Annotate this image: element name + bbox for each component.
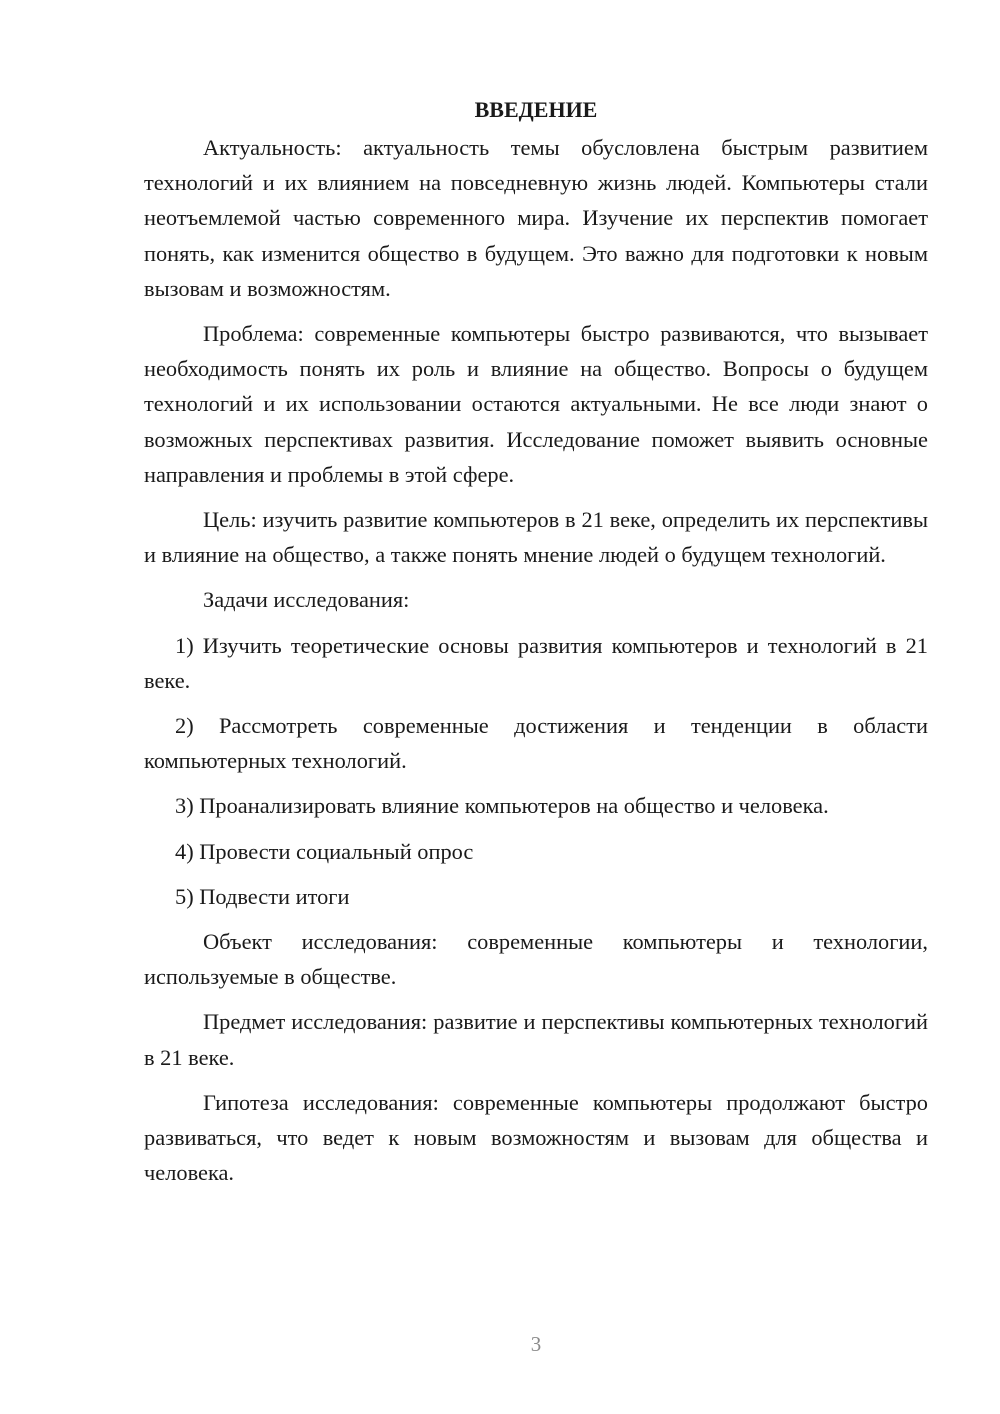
task-item-1: 1) Изучить теоретические основы развития компьютеров и технологий в 21 веке. — [144, 632, 928, 693]
task-item-2: 2) Рассмотреть современные достижения и тенденции в области компьютерных технологий. — [144, 713, 928, 774]
paragraph-subject: Предмет исследования: развитие и перспективы компьютерных технологий в 21 веке. — [144, 1009, 928, 1070]
section-title: ВВЕДЕНИЕ — [474, 97, 598, 122]
page-number: 3 — [530, 1332, 542, 1356]
document-page — [144, 92, 928, 1200]
paragraph-hypothesis: Гипотеза исследования: современные компьютеры продолжают быстро развиваться, что ведет к новым возможностям и вызовам для общества и человека. — [144, 1089, 928, 1186]
paragraph-problem: Проблема: современные компьютеры быстро развиваются, что вызывает необходимость понять их роль и влияние на общество. Вопросы о будущем технологий и их использовании остаются актуальными. Не все люди знают о возможных перспективах развития. Исследование поможет выявить основные направления и проблемы в этой сфере. — [144, 321, 928, 487]
task-item-3: 3) Проанализировать влияние компьютеров на общество и человека. — [175, 793, 829, 819]
paragraph-goal: Цель: изучить развитие компьютеров в 21 веке, определить их перспективы и влияние на общество, а также понять мнение людей о будущем технологий. — [144, 507, 928, 568]
task-item-5: 5) Подвести итоги — [175, 883, 350, 909]
paragraph-relevance: Актуальность: актуальность темы обусловлена быстрым развитием технологий и их влиянием на повседневную жизнь людей. Компьютеры стали неотъемлемой частью современного мира. Изучение их перспектив помогает понять, как изменится общество в будущем. Это важно для подготовки к новым вызовам и возможностям. — [144, 135, 928, 301]
task-item-4: 4) Провести социальный опрос — [175, 838, 474, 864]
paragraph-object: Объект исследования: современные компьютеры и технологии, используемые в обществе. — [144, 929, 928, 990]
paragraph-tasks-heading: Задачи исследования: — [203, 587, 410, 613]
